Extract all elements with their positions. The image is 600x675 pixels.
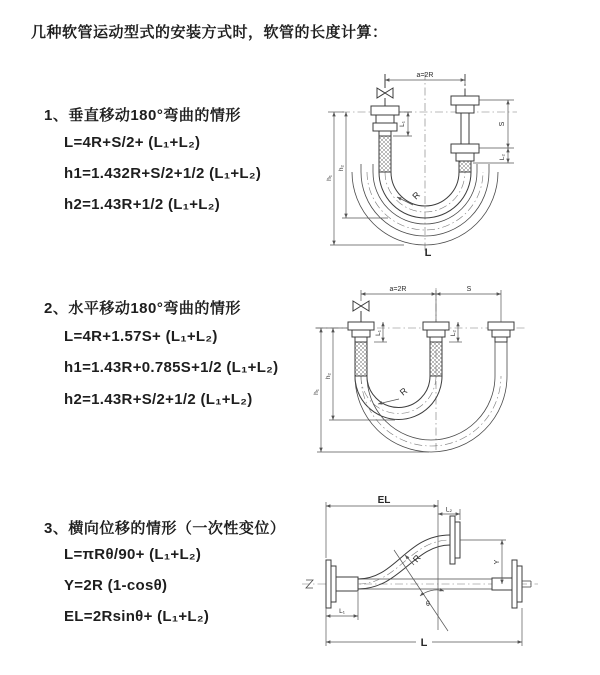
right-pipe-end [488, 322, 514, 342]
left-pipe-end [371, 106, 399, 172]
hose-u-bend-original [355, 376, 442, 420]
radius-leader [378, 385, 410, 404]
dimension-a2r [361, 286, 501, 322]
dim-label-l1: L₁ [399, 121, 406, 127]
section-1-formula-h1: h1=1.432R+S/2+1/2 (L₁+L₂) [64, 165, 262, 182]
dim-label-y: Y [494, 559, 501, 565]
section-2-heading: 2、水平移动180°弯曲的情形 [44, 300, 241, 317]
right-pipe-end [451, 74, 479, 172]
dim-label-a2r: a=2R [389, 286, 407, 293]
dim-label-r: R [410, 552, 423, 565]
dim-label-l1: L₁ [339, 608, 345, 615]
dimension-h1 [326, 112, 404, 245]
dim-label-el: EL [377, 495, 391, 506]
valve-icon [377, 74, 393, 106]
dim-label-a2r: a=2R [416, 72, 434, 79]
braid-section [459, 161, 471, 172]
section-3-formula-L: L=πRθ/90+ (L₁+L₂) [64, 546, 202, 563]
dim-label-h2: h₂ [338, 164, 345, 172]
dimension-y [460, 540, 506, 584]
dim-label-l: L [420, 637, 428, 649]
section-2-formula-h2: h2=1.43R+S/2+1/2 (L₁+L₂) [64, 391, 253, 408]
dim-label-l2: L₂ [445, 506, 453, 514]
dim-label-l: L [424, 247, 432, 258]
hose-original-position [358, 579, 492, 589]
right-pipe-end-displaced [450, 516, 460, 564]
left-pipe-end [348, 322, 374, 376]
dim-label-s: S [466, 286, 472, 293]
dimension-l [326, 608, 522, 649]
braid-section [379, 136, 391, 172]
left-pipe-end [326, 560, 358, 608]
section-3-formula-Y: Y=2R (1-cosθ) [64, 577, 168, 594]
dim-label-s: S [499, 121, 506, 127]
dim-label-r: R [410, 189, 423, 202]
dim-label-h2: h₂ [325, 372, 332, 380]
dimension-l2 [449, 322, 462, 342]
section-1-formula-L: L=4R+S/2+ (L₁+L₂) [64, 134, 201, 151]
middle-pipe-end [423, 322, 449, 376]
dim-label-h1: h₁ [313, 389, 320, 395]
dim-label-l2: L₂ [499, 153, 506, 161]
diagram-horizontal-180-bend [303, 280, 533, 458]
section-2-formula-h1: h1=1.43R+0.785S+1/2 (L₁+L₂) [64, 359, 279, 376]
dim-label-h1: h₁ [326, 175, 333, 181]
dim-label-theta: θ [426, 601, 430, 608]
page-title: 几种软管运动型式的安装方式时，软管的长度计算： [31, 24, 388, 41]
section-3-heading: 3、横向位移的情形（一次性变位） [44, 520, 286, 537]
hose-displaced-position [358, 535, 450, 589]
dim-label-r: R [397, 385, 410, 398]
valve-icon [353, 301, 369, 322]
diagram-vertical-180-bend [312, 66, 532, 258]
dimension-h1 [313, 328, 429, 452]
diagram-lateral-displacement [298, 494, 554, 654]
section-1-formula-h2: h2=1.43R+1/2 (L₁+L₂) [64, 196, 221, 213]
angle-construction [394, 500, 448, 631]
dim-label-l2: L₂ [450, 329, 457, 337]
section-3-formula-EL: EL=2Rsinθ+ (L₁+L₂) [64, 608, 210, 625]
dimension-s [436, 286, 501, 294]
dim-label-l1: L₁ [375, 330, 382, 336]
radius-leader [405, 552, 423, 565]
dimension-l2 [438, 507, 460, 521]
section-1-heading: 1、垂直移动180°弯曲的情形 [44, 107, 241, 124]
section-2-formula-L: L=4R+1.57S+ (L₁+L₂) [64, 328, 218, 345]
dimension-s [479, 100, 514, 148]
dimension-l1 [374, 322, 387, 342]
